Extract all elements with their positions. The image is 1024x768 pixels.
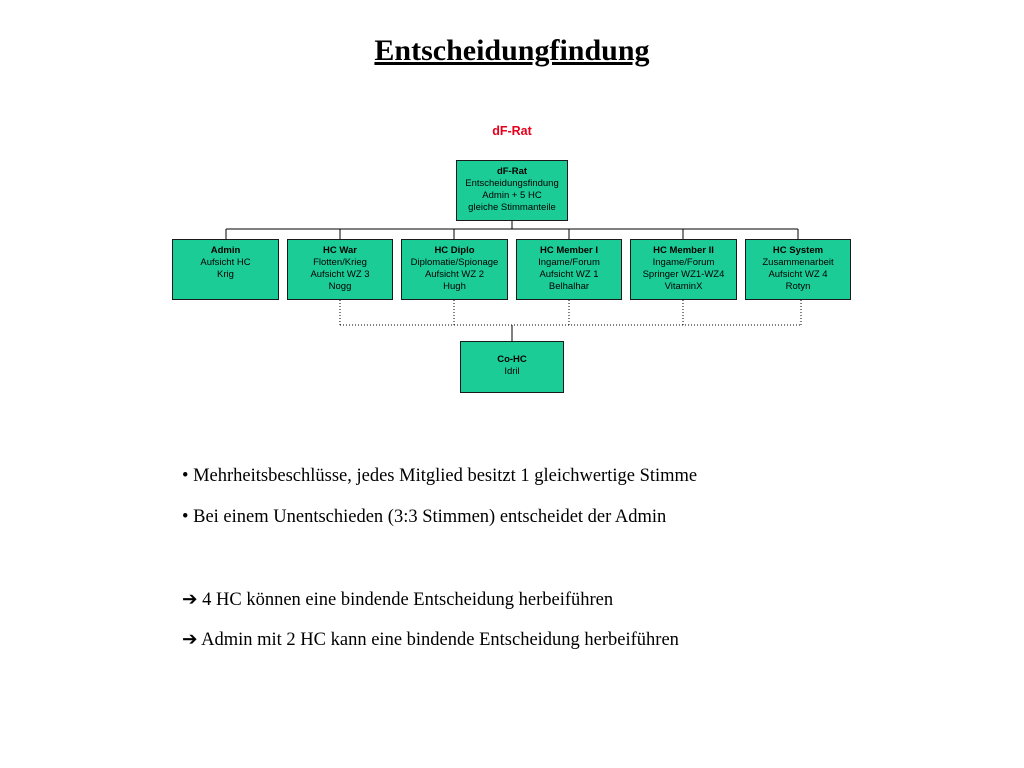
bullet-marker: • (182, 507, 189, 527)
org-box-line: Flotten/Krieg (313, 257, 367, 268)
arrow-right-icon: ➔ (182, 630, 198, 650)
bullet-marker: • (182, 466, 189, 486)
org-box-hc-system (745, 239, 851, 300)
org-box-line: Rotyn (785, 281, 811, 292)
org-box-name: Co-HC (497, 354, 527, 365)
org-box-line: Diplomatie/Spionage (410, 257, 499, 268)
org-box-name: HC War (323, 245, 357, 256)
org-box-line: Aufsicht WZ 4 (768, 269, 828, 280)
slide-title: Entscheidungfindung (374, 34, 650, 67)
bullet-text: Mehrheitsbeschlüsse, jedes Mitglied besitzt 1 gleichwertige Stimme (193, 466, 698, 486)
org-box-line: Aufsicht WZ 3 (310, 269, 370, 280)
org-chart-caption: dF-Rat (492, 124, 532, 138)
org-box-line: gleiche Stimmanteile (468, 202, 556, 213)
org-box-hc-diplo (401, 239, 508, 300)
org-box-co-hc (460, 341, 564, 393)
arrow-item (182, 629, 679, 651)
org-box-name: HC Diplo (434, 245, 475, 256)
org-box-line: Entscheidungsfindung (465, 178, 559, 189)
org-box-line: Aufsicht WZ 2 (424, 269, 485, 280)
org-box-line: Nogg (328, 281, 352, 292)
arrow-right-icon: ➔ (182, 590, 198, 610)
org-box-name: HC Member I (539, 245, 599, 256)
bullet-item (182, 507, 666, 528)
org-box-hc-war (287, 239, 393, 300)
org-box-admin (172, 239, 279, 300)
org-box-line: Krig (217, 269, 234, 280)
org-box-line: Zusammenarbeit (762, 257, 834, 268)
org-box-hc-member-2 (630, 239, 737, 300)
org-box-line: Ingame/Forum (652, 257, 715, 268)
org-box-line: Admin + 5 HC (482, 190, 542, 201)
org-box-name: HC System (772, 245, 824, 256)
org-box-hc-member-1 (516, 239, 622, 300)
bullet-text: Bei einem Unentschieden (3:3 Stimmen) entscheidet der Admin (193, 507, 667, 527)
org-box-line: VitaminX (664, 281, 703, 292)
org-box-line: Aufsicht HC (200, 257, 251, 268)
arrow-item (182, 589, 613, 611)
org-box-name: HC Member II (653, 245, 714, 256)
org-box-name: Admin (210, 245, 241, 256)
org-box-line: Idril (504, 366, 520, 377)
org-box-df-rat (456, 160, 568, 221)
org-box-line: Springer WZ1-WZ4 (642, 269, 725, 280)
org-box-line: Ingame/Forum (538, 257, 600, 268)
org-box-line: Hugh (443, 281, 466, 292)
org-box-line: Aufsicht WZ 1 (539, 269, 599, 280)
bullet-item (182, 466, 697, 487)
org-box-line: Belhalhar (548, 281, 590, 292)
org-box-name: dF-Rat (496, 166, 528, 177)
arrow-item-text: 4 HC können eine bindende Entscheidung herbeiführen (202, 590, 614, 610)
arrow-item-text: Admin mit 2 HC kann eine bindende Entscheidung herbeiführen (201, 630, 679, 650)
